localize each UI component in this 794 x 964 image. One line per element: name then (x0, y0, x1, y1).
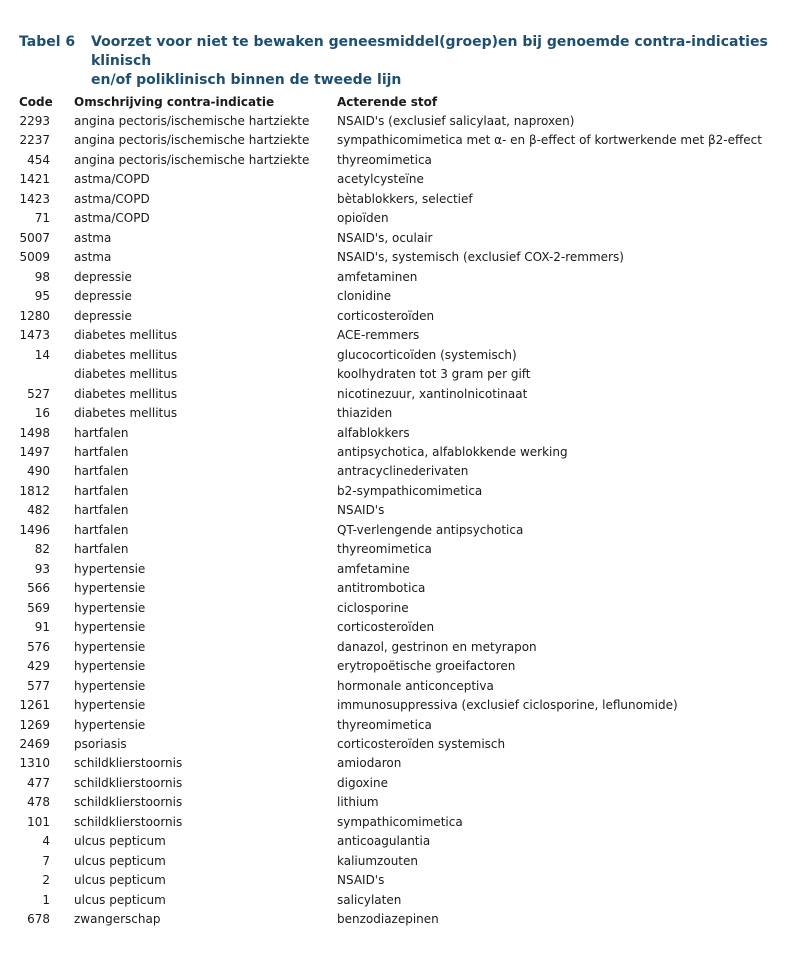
code-cell: 1269 (19, 717, 50, 732)
description-cell: hartfalen (74, 464, 129, 479)
substance-cell: antracyclinederivaten (337, 464, 469, 479)
table-row (19, 385, 779, 404)
description-cell: diabetes mellitus (74, 328, 178, 343)
code-cell: 678 (27, 912, 50, 927)
description-cell: ulcus pepticum (74, 834, 166, 849)
table-row (19, 793, 779, 812)
code-cell: 82 (34, 542, 50, 557)
code-cell: 101 (27, 814, 50, 829)
substance-cell: thyreomimetica (337, 542, 432, 557)
table-row (19, 871, 779, 890)
table-row (19, 560, 779, 579)
code-cell: 478 (27, 795, 50, 810)
table-title-line-1: Voorzet voor niet te bewaken geneesmiddel(groep)en bij genoemde contra-indicaties klinisch (91, 34, 768, 69)
description-cell: astma (74, 250, 112, 265)
table-row (19, 832, 779, 851)
table-row (19, 424, 779, 443)
table-row (19, 813, 779, 832)
code-cell: 569 (27, 600, 50, 615)
substance-cell: antipsychotica, alfablokkende werking (337, 444, 568, 459)
table-row (19, 677, 779, 696)
description-cell: hypertensie (74, 561, 146, 576)
code-cell: 1421 (19, 172, 50, 187)
code-cell: 1280 (19, 308, 50, 323)
table-row (19, 248, 779, 267)
code-cell: 1496 (19, 522, 50, 537)
substance-cell: koolhydraten tot 3 gram per gift (337, 367, 531, 382)
substance-cell: opioïden (337, 211, 389, 226)
substance-cell: salicylaten (337, 892, 402, 907)
description-cell: hypertensie (74, 639, 146, 654)
table-row (19, 774, 779, 793)
description-cell: astma (74, 230, 112, 245)
table-row (19, 657, 779, 676)
table-row (19, 131, 779, 150)
substance-cell: amfetaminen (337, 269, 418, 284)
table-row (19, 462, 779, 481)
description-cell: hypertensie (74, 698, 146, 713)
substance-cell: benzodiazepinen (337, 912, 439, 927)
substance-cell: NSAID's, oculair (337, 230, 433, 245)
table-title-line-2: en/of poliklinisch binnen de tweede lijn (91, 72, 402, 88)
code-cell: 5007 (19, 230, 50, 245)
description-cell: schildklierstoornis (74, 756, 183, 771)
table-row (19, 696, 779, 715)
substance-cell: corticosteroïden systemisch (337, 737, 506, 751)
code-cell: 1498 (19, 425, 50, 440)
description-cell: angina pectoris/ischemische hartziekte (74, 114, 310, 128)
table-row (19, 482, 779, 501)
code-cell: 16 (34, 406, 50, 421)
substance-cell: corticosteroïden (337, 308, 435, 323)
substance-cell: nicotinezuur, xantinolnicotinaat (337, 386, 528, 401)
table-row (19, 638, 779, 657)
description-cell: schildklierstoornis (74, 795, 183, 810)
header-substance: Acterende stof (337, 95, 438, 109)
substance-cell: danazol, gestrinon en metyrapon (337, 639, 537, 654)
table-header-row (19, 93, 779, 112)
substance-cell: corticosteroïden (337, 620, 435, 635)
substance-cell: sympathicomimetica met α- en β-effect of kortwerkende met β2-effect (337, 133, 762, 148)
code-cell: 91 (34, 620, 50, 635)
description-cell: diabetes mellitus (74, 386, 178, 401)
substance-cell: acetylcysteïne (337, 172, 424, 187)
description-cell: angina pectoris/ischemische hartziekte (74, 133, 310, 148)
description-cell: hypertensie (74, 581, 146, 596)
code-cell: 7 (42, 853, 50, 868)
table-row (19, 910, 779, 929)
substance-cell: glucocorticoïden (systemisch) (337, 347, 517, 362)
table-row (19, 443, 779, 462)
code-cell: 71 (34, 211, 50, 226)
description-cell: hartfalen (74, 444, 129, 459)
description-cell: angina pectoris/ischemische hartziekte (74, 152, 310, 167)
description-cell: hypertensie (74, 717, 146, 732)
code-cell: 2293 (19, 114, 50, 128)
code-cell: 1812 (19, 483, 50, 498)
table-row (19, 229, 779, 248)
substance-cell: ciclosporine (337, 600, 409, 615)
substance-cell: kaliumzouten (337, 853, 418, 868)
code-cell: 490 (27, 464, 50, 479)
table-row (19, 170, 779, 189)
table-row (19, 112, 779, 131)
description-cell: psoriasis (74, 737, 127, 751)
substance-cell: antitrombotica (337, 581, 426, 596)
description-cell: hartfalen (74, 522, 129, 537)
substance-cell: clonidine (337, 289, 392, 304)
substance-cell: b2-sympathicomimetica (337, 483, 483, 498)
description-cell: hartfalen (74, 425, 129, 440)
code-cell: 98 (34, 269, 50, 284)
table-row (19, 326, 779, 345)
description-cell: ulcus pepticum (74, 892, 166, 907)
table-row (19, 346, 779, 365)
code-cell: 566 (27, 581, 50, 596)
description-cell: depressie (74, 289, 132, 304)
description-cell: astma/COPD (74, 191, 150, 206)
table-row (19, 209, 779, 228)
substance-cell: anticoagulantia (337, 834, 431, 849)
code-cell: 4 (42, 834, 50, 849)
table-row (19, 579, 779, 598)
code-cell: 14 (34, 347, 50, 362)
description-cell: diabetes mellitus (74, 406, 178, 421)
substance-cell: thyreomimetica (337, 717, 432, 732)
substance-cell: NSAID's (337, 873, 385, 888)
description-cell: hypertensie (74, 600, 146, 615)
description-cell: astma/COPD (74, 172, 150, 187)
table-row (19, 521, 779, 540)
table-row (19, 365, 779, 384)
substance-cell: digoxine (337, 775, 388, 790)
table-label: Tabel 6 (19, 34, 76, 50)
table-row (19, 716, 779, 735)
substance-cell: ACE-remmers (337, 328, 420, 343)
table-row (19, 735, 779, 754)
code-cell: 5009 (19, 250, 50, 265)
code-cell: 95 (34, 289, 50, 304)
description-cell: ulcus pepticum (74, 873, 166, 888)
code-cell: 576 (27, 639, 50, 654)
table-row (19, 404, 779, 423)
table-row (19, 501, 779, 520)
code-cell: 577 (27, 678, 50, 693)
description-cell: astma/COPD (74, 211, 150, 226)
description-cell: hypertensie (74, 678, 146, 693)
table-row (19, 540, 779, 559)
code-cell: 1497 (19, 444, 50, 459)
code-cell: 1261 (19, 698, 50, 713)
description-cell: hypertensie (74, 659, 146, 674)
substance-cell: immunosuppressiva (exclusief ciclosporine, leflunomide) (337, 698, 678, 713)
code-cell: 482 (27, 503, 50, 518)
description-cell: hypertensie (74, 620, 146, 635)
substance-cell: NSAID's (exclusief salicylaat, naproxen) (337, 114, 575, 128)
substance-cell: thyreomimetica (337, 152, 432, 167)
code-cell: 2469 (19, 737, 50, 751)
substance-cell: sympathicomimetica (337, 814, 463, 829)
description-cell: depressie (74, 308, 132, 323)
description-cell: diabetes mellitus (74, 347, 178, 362)
code-cell: 2237 (19, 133, 50, 148)
code-cell: 1473 (19, 328, 50, 343)
table-row (19, 599, 779, 618)
description-cell: schildklierstoornis (74, 775, 183, 790)
table-row (19, 307, 779, 326)
substance-cell: thiaziden (337, 406, 393, 421)
contra-indication-table (19, 93, 779, 930)
description-cell: hartfalen (74, 542, 129, 557)
substance-cell: QT-verlengende antipsychotica (337, 522, 524, 537)
table-row (19, 618, 779, 637)
code-cell: 2 (42, 873, 50, 888)
code-cell: 93 (34, 561, 50, 576)
table-title (91, 33, 771, 90)
table-row (19, 190, 779, 209)
substance-cell: bètablokkers, selectief (337, 191, 473, 206)
description-cell: depressie (74, 269, 132, 284)
code-cell: 454 (27, 152, 50, 167)
table-row (19, 852, 779, 871)
code-cell: 1 (42, 892, 50, 907)
table-row (19, 891, 779, 910)
substance-cell: amfetamine (337, 561, 410, 576)
code-cell: 477 (27, 775, 50, 790)
table-row (19, 287, 779, 306)
substance-cell: amiodaron (337, 756, 402, 771)
table-row (19, 268, 779, 287)
description-cell: hartfalen (74, 483, 129, 498)
code-cell: 429 (27, 659, 50, 674)
table-row (19, 754, 779, 773)
description-cell: hartfalen (74, 503, 129, 518)
header-code: Code (19, 95, 53, 109)
code-cell: 1310 (19, 756, 50, 771)
table-row (19, 151, 779, 170)
substance-cell: erytropoëtische groeifactoren (337, 659, 516, 674)
substance-cell: hormonale anticonceptiva (337, 678, 494, 693)
header-description: Omschrijving contra-indicatie (74, 95, 275, 109)
description-cell: diabetes mellitus (74, 367, 178, 382)
code-cell: 527 (27, 386, 50, 401)
substance-cell: NSAID's (337, 503, 385, 518)
substance-cell: lithium (337, 795, 379, 810)
description-cell: zwangerschap (74, 912, 161, 927)
code-cell: 1423 (19, 191, 50, 206)
substance-cell: alfablokkers (337, 425, 410, 440)
substance-cell: NSAID's, systemisch (exclusief COX-2-remmers) (337, 250, 624, 265)
description-cell: ulcus pepticum (74, 853, 166, 868)
description-cell: schildklierstoornis (74, 814, 183, 829)
